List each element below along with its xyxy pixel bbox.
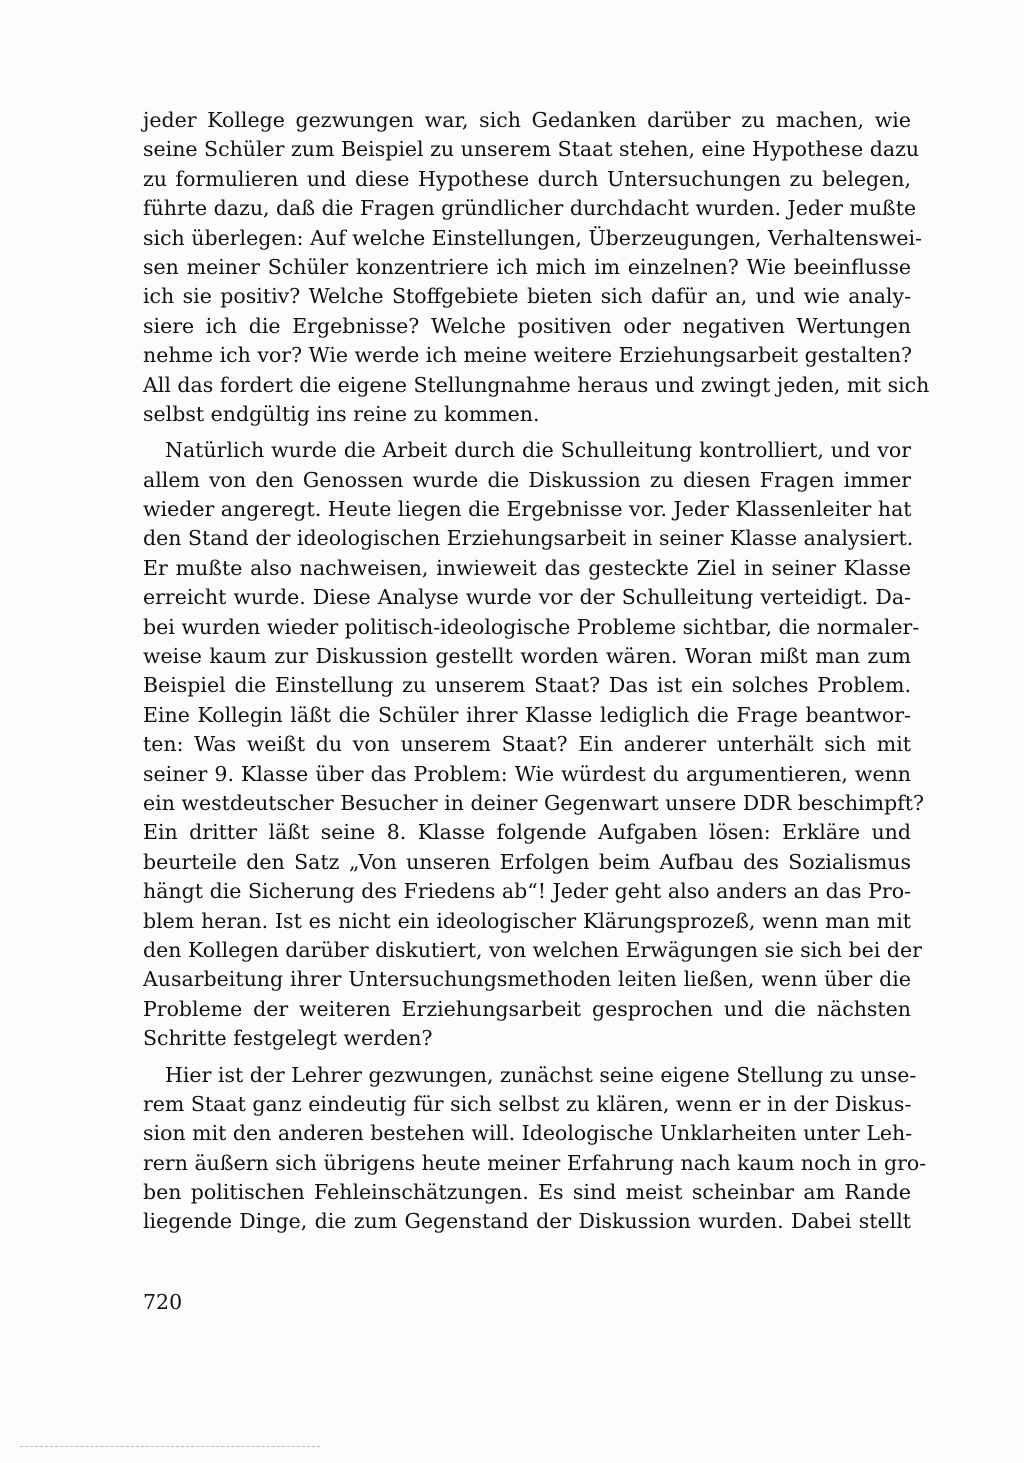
text-line: Beispiel die Einstellung zu unserem Staat? Das ist ein solches Problem. — [143, 673, 911, 698]
text-line: seine Schüler zum Beispiel zu unserem Staat stehen, eine Hypothese dazu — [143, 137, 920, 162]
text-line: Ausarbeitung ihrer Untersuchungsmethoden leiten ließen, wenn über die — [143, 967, 911, 992]
page-number: 720 — [143, 1290, 183, 1314]
text-line: Er mußte also nachweisen, inwieweit das gesteckte Ziel in seiner Klasse — [143, 555, 911, 580]
text-line: ich sie positiv? Welche Stoffgebiete bieten sich dafür an, und wie analy- — [143, 284, 911, 309]
text-line: wieder angeregt. Heute liegen die Ergebnisse vor. Jeder Klassenleiter hat — [143, 497, 912, 522]
text-line: beurteile den Satz „Von unseren Erfolgen beim Aufbau des Sozialismus — [143, 849, 911, 874]
text-line: weise kaum zur Diskussion gestellt worden wären. Woran mißt man zum — [143, 644, 911, 669]
text-line: Eine Kollegin läßt die Schüler ihrer Klasse lediglich die Frage beantwor- — [143, 702, 911, 727]
text-line: nehme ich vor? Wie werde ich meine weitere Erziehungsarbeit gestalten? — [143, 343, 913, 368]
text-line: bei wurden wieder politisch-ideologische Probleme sichtbar, die normaler- — [143, 614, 920, 639]
body-text — [143, 106, 930, 1237]
text-line: führte dazu, daß die Fragen gründlicher durchdacht wurden. Jeder mußte — [143, 196, 917, 221]
text-line: allem von den Genossen wurde die Diskussion zu diesen Fragen immer — [143, 467, 911, 492]
text-line: Hier ist der Lehrer gezwungen, zunächst seine eigene Stellung zu unse- — [165, 1062, 917, 1087]
text-line: Schritte festgelegt werden? — [143, 1026, 433, 1051]
text-line: Natürlich wurde die Arbeit durch die Schulleitung kontrolliert, und vor — [165, 438, 911, 463]
text-line: rern äußern sich übrigens heute meiner Erfahrung nach kaum noch in gro- — [143, 1150, 927, 1175]
text-line: erreicht wurde. Diese Analyse wurde vor der Schulleitung verteidigt. Da- — [143, 585, 911, 610]
text-line: Probleme der weiteren Erziehungsarbeit gesprochen und die nächsten — [143, 996, 911, 1021]
text-line: seiner 9. Klasse über das Problem: Wie würdest du argumentieren, wenn — [143, 761, 911, 786]
text-line: zu formulieren und diese Hypothese durch Untersuchungen zu belegen, — [143, 166, 911, 191]
text-line: den Stand der ideologischen Erziehungsarbeit in seiner Klasse analysiert. — [143, 526, 914, 551]
text-line: blem heran. Ist es nicht ein ideologischer Klärungsprozeß, wenn man mit — [143, 908, 911, 933]
text-line: ten: Was weißt du von unserem Staat? Ein anderer unterhält sich mit — [143, 732, 911, 757]
text-line: ben politischen Fehleinschätzungen. Es sind meist scheinbar am Rande — [143, 1180, 911, 1205]
text-line: Ein dritter läßt seine 8. Klasse folgende Aufgaben lösen: Erkläre und — [143, 820, 911, 845]
text-line: siere ich die Ergebnisse? Welche positiven oder negativen Wertungen — [143, 313, 911, 338]
paragraph-1 — [143, 106, 930, 429]
text-line: liegende Dinge, die zum Gegenstand der Diskussion wurden. Dabei stellt — [143, 1209, 911, 1234]
text-line: selbst endgültig ins reine zu kommen. — [143, 401, 540, 426]
text-line: sich überlegen: Auf welche Einstellungen, Überzeugungen, Verhaltenswei- — [143, 225, 922, 250]
text-line: rem Staat ganz eindeutig für sich selbst zu klären, wenn er in der Diskus- — [143, 1091, 912, 1116]
text-line: All das fordert die eigene Stellungnahme heraus und zwingt jeden, mit sich — [143, 372, 930, 397]
paragraph-2 — [143, 436, 924, 1053]
text-line: sen meiner Schüler konzentriere ich mich im einzelnen? Wie beeinflusse — [143, 254, 911, 279]
scan-edge-divider — [20, 1446, 320, 1447]
text-line: den Kollegen darüber diskutiert, von welchen Erwägungen sie sich bei der — [143, 937, 922, 962]
text-line: ein westdeutscher Besucher in deiner Gegenwart unsere DDR beschimpft? — [143, 790, 924, 815]
text-line: sion mit den anderen bestehen will. Ideologische Unklarheiten unter Leh- — [143, 1121, 913, 1146]
text-line: hängt die Sicherung des Friedens ab“! Jeder geht also anders an das Pro- — [143, 879, 911, 904]
paragraph-3 — [143, 1061, 927, 1237]
text-line: jeder Kollege gezwungen war, sich Gedanken darüber zu machen, wie — [143, 108, 911, 132]
